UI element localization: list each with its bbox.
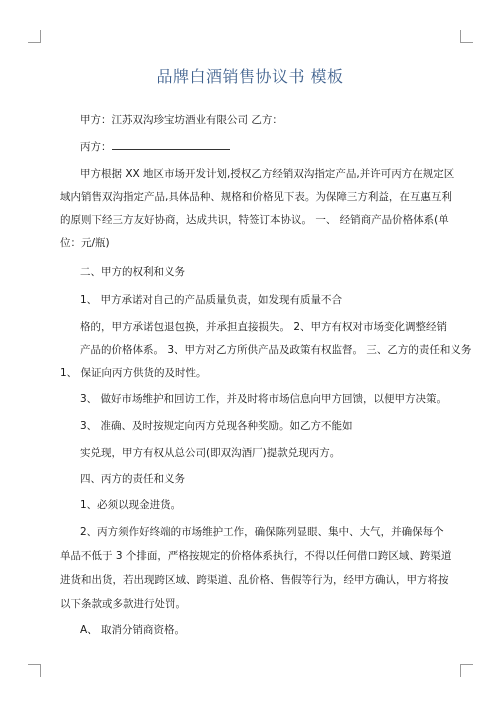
- body-line: 单品不低于 3 个排面，严格按规定的价格体系执行，不得以任何借口跨区域、跨渠道: [60, 550, 452, 562]
- body-line: 进货和出货，若出现跨区域、跨渠道、乱价格、售假等行为，经甲方确认，甲方将按: [60, 574, 449, 586]
- body-line: 格的，甲方承诺包退包换，并承担直接损失。 2、甲方有权对市场变化调整经销: [80, 321, 448, 333]
- body-line: 的原则下经三方友好协商，达成共识，特签订本协议。 一、 经销商产品价格体系(单: [60, 214, 449, 226]
- body-line: 3、 做好市场维护和回访工作，并及时将市场信息向甲方回馈，以便甲方决策。: [80, 393, 448, 405]
- party-b-blank: [112, 140, 230, 150]
- body-line: 实兑现，甲方有权从总公司(即双沟酒厂)提款兑现丙方。: [80, 447, 341, 459]
- party-b-label: 丙方：: [80, 141, 112, 153]
- section-heading: 二、甲方的权利和义务: [80, 266, 185, 278]
- body-line: A、 取消分销商资格。: [80, 624, 186, 636]
- body-line: 2、丙方须作好终端的市场维护工作，确保陈列显眼、集中、大气，并确保每个: [80, 526, 444, 538]
- body-line: 3、 准确、及时按规定向丙方兑现各种奖励。如乙方不能如: [80, 420, 353, 432]
- crop-mark-top-right: [460, 30, 473, 43]
- party-a-line: 甲方：江苏双沟珍宝坊酒业有限公司 乙方：: [80, 114, 283, 126]
- body-line: 1、 甲方承诺对自己的产品质量负责，如发现有质量不合: [80, 294, 343, 306]
- party-b-line: [80, 140, 230, 154]
- crop-mark-bottom-right: [460, 664, 473, 677]
- body-line: 1、 保证向丙方供货的及时性。: [60, 367, 207, 379]
- body-line: 位：元/瓶): [60, 237, 110, 249]
- crop-mark-top-left: [28, 30, 41, 43]
- crop-mark-bottom-left: [28, 664, 41, 677]
- body-line: 甲方根据 XX 地区市场开发计划,授权乙方经销双沟指定产品,并许可丙方在规定区: [80, 168, 455, 180]
- document-title: 品牌白酒销售协议书 模板: [156, 67, 344, 86]
- body-line: 以下条款或多款进行处罚。: [60, 598, 186, 610]
- body-line: 域内销售双沟指定产品,具体品种、规格和价格见下表。为保障三方利益，在互惠互利: [60, 191, 452, 203]
- body-line: 1、必须以现金进货。: [80, 499, 182, 511]
- section-heading: 四、丙方的责任和义务: [80, 473, 185, 485]
- body-line: 产品的价格体系。 3、甲方对乙方所供产品及政策有权监督。 三、乙方的责任和义务: [80, 344, 472, 356]
